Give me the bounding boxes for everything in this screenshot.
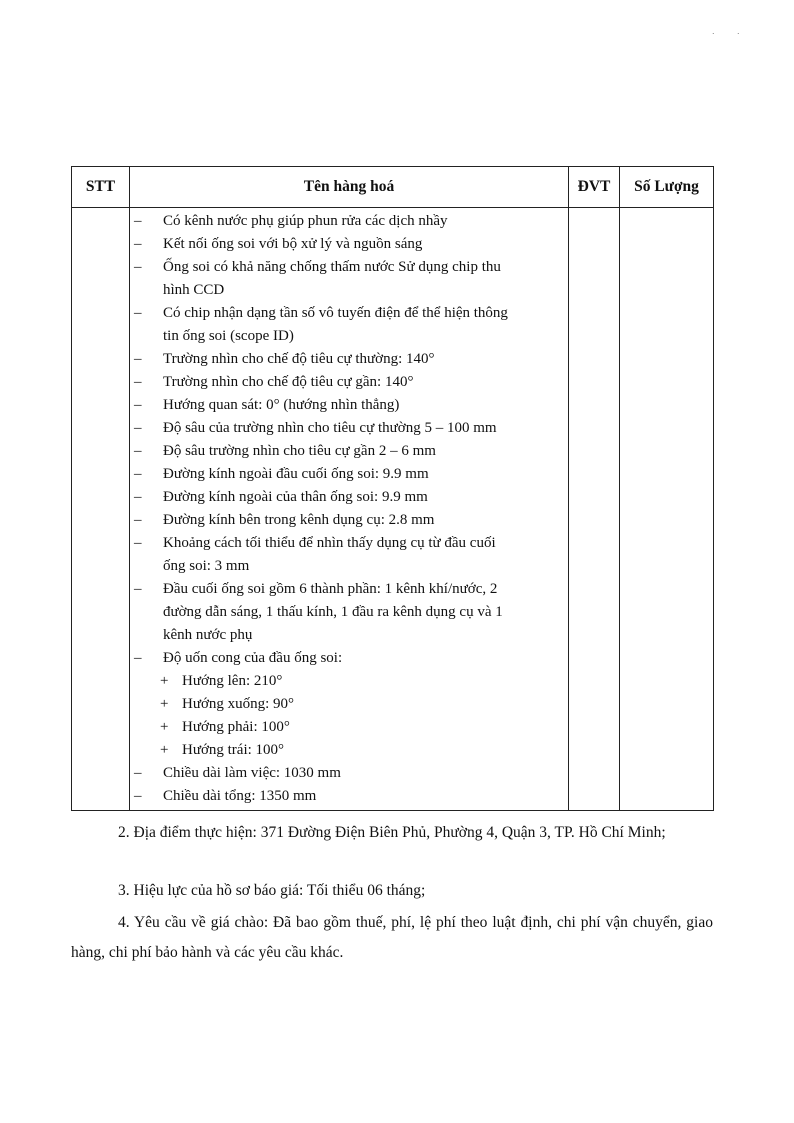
spec-text: Hướng xuống: 90°: [182, 696, 295, 712]
spec-item: [130, 417, 562, 440]
paragraph-location: 2. Địa điểm thực hiện: 371 Đường Điện Biên Phủ, Phường 4, Quận 3, TP. Hồ Chí Minh;: [118, 824, 666, 841]
corner-marks: . .: [712, 26, 750, 36]
dash-bullet: –: [134, 512, 142, 528]
header-unit: ĐVT: [569, 167, 620, 208]
spec-text: Độ uốn cong của đầu ống soi:: [163, 650, 343, 666]
spec-list: [130, 208, 568, 810]
cell-quantity: [620, 208, 714, 811]
spec-text: Chiều dài tổng: 1350 mm: [163, 788, 317, 804]
paragraph-validity: 3. Hiệu lực của hồ sơ báo giá: Tối thiểu 06 tháng;: [118, 882, 426, 899]
spec-item: [130, 463, 562, 486]
spec-text: ống soi: 3 mm: [163, 558, 250, 574]
spec-item: [130, 624, 562, 647]
spec-text: Hướng phải: 100°: [182, 719, 290, 735]
spec-text: Chiều dài làm việc: 1030 mm: [163, 765, 341, 781]
spec-item: [130, 233, 562, 256]
spec-text: Đường kính ngoài của thân ống soi: 9.9 mm: [163, 489, 428, 505]
spec-item: [130, 325, 562, 348]
dash-bullet: –: [134, 351, 142, 367]
header-quantity: Số Lượng: [620, 167, 714, 208]
spec-text: Đường kính ngoài đầu cuối ống soi: 9.9 mm: [163, 466, 429, 482]
spec-text: Đầu cuối ống soi gồm 6 thành phần: 1 kênh khí/nước, 2: [163, 581, 498, 597]
dash-bullet: –: [134, 581, 142, 597]
header-goods-name: Tên hàng hoá: [130, 167, 569, 208]
dash-bullet: –: [134, 305, 142, 321]
cell-goods-spec: [130, 208, 569, 811]
spec-item: [130, 371, 562, 394]
plus-bullet: +: [160, 696, 169, 712]
spec-text: Ống soi có khả năng chống thấm nước Sử dụng chip thu: [163, 259, 501, 275]
header-stt: STT: [72, 167, 130, 208]
spec-item: [130, 279, 562, 302]
paragraph-price-requirements: 4. Yêu cầu về giá chào: Đã bao gồm thuế, phí, lệ phí theo luật định, chi phí vận chuyển, giao hàng, chi phí bảo hành và các yêu cầu khác.: [71, 914, 713, 961]
plus-bullet: +: [160, 719, 169, 735]
spec-item: [130, 302, 562, 325]
spec-text: Hướng trái: 100°: [182, 742, 285, 758]
spec-subitem: [130, 739, 562, 762]
spec-text: Trường nhìn cho chế độ tiêu cự thường: 140°: [163, 351, 435, 367]
spec-item: [130, 601, 562, 624]
spec-item: [130, 394, 562, 417]
spec-text: Độ sâu của trường nhìn cho tiêu cự thường 5 – 100 mm: [163, 420, 497, 436]
dash-bullet: –: [134, 259, 142, 275]
dash-bullet: –: [134, 420, 142, 436]
spec-text: Có chip nhận dạng tần số vô tuyến điện để thể hiện thông: [163, 305, 508, 321]
table-row: [72, 208, 714, 811]
spec-item: [130, 348, 562, 371]
spec-item: [130, 256, 562, 279]
spec-subitem: [130, 670, 562, 693]
cell-stt: [72, 208, 130, 811]
spec-item: [130, 486, 562, 509]
spec-item: [130, 647, 562, 670]
spec-text: kênh nước phụ: [163, 627, 253, 643]
spec-text: Kết nối ống soi với bộ xử lý và nguồn sáng: [163, 236, 423, 252]
plus-bullet: +: [160, 742, 169, 758]
plus-bullet: +: [160, 673, 169, 689]
spec-item: [130, 555, 562, 578]
spec-text: Độ sâu trường nhìn cho tiêu cự gần 2 – 6 mm: [163, 443, 436, 459]
spec-item: [130, 762, 562, 785]
spec-subitem: [130, 693, 562, 716]
dash-bullet: –: [134, 466, 142, 482]
spec-text: Trường nhìn cho chế độ tiêu cự gần: 140°: [163, 374, 414, 390]
spec-text: Khoảng cách tối thiểu để nhìn thấy dụng cụ từ đầu cuối: [163, 535, 496, 551]
spec-item: [130, 440, 562, 463]
table-header-row: [72, 167, 714, 208]
spec-text: Có kênh nước phụ giúp phun rửa các dịch nhầy: [163, 213, 448, 229]
spec-text: Đường kính bên trong kênh dụng cụ: 2.8 mm: [163, 512, 435, 528]
dash-bullet: –: [134, 788, 142, 804]
dash-bullet: –: [134, 489, 142, 505]
dash-bullet: –: [134, 374, 142, 390]
dash-bullet: –: [134, 236, 142, 252]
dash-bullet: –: [134, 397, 142, 413]
spec-text: Hướng quan sát: 0° (hướng nhìn thẳng): [163, 397, 400, 413]
spec-text: Hướng lên: 210°: [182, 673, 283, 689]
cell-unit: [569, 208, 620, 811]
dash-bullet: –: [134, 650, 142, 666]
spec-item: [130, 210, 562, 233]
dash-bullet: –: [134, 535, 142, 551]
spec-text: tin ống soi (scope ID): [163, 328, 294, 344]
spec-item: [130, 578, 562, 601]
goods-spec-table: [71, 166, 714, 811]
spec-item: [130, 532, 562, 555]
spec-text: hình CCD: [163, 282, 225, 298]
dash-bullet: –: [134, 443, 142, 459]
spec-item: [130, 509, 562, 532]
spec-text: đường dẫn sáng, 1 thấu kính, 1 đầu ra kênh dụng cụ và 1: [163, 604, 503, 620]
spec-subitem: [130, 716, 562, 739]
dash-bullet: –: [134, 213, 142, 229]
spec-item: [130, 785, 562, 808]
dash-bullet: –: [134, 765, 142, 781]
